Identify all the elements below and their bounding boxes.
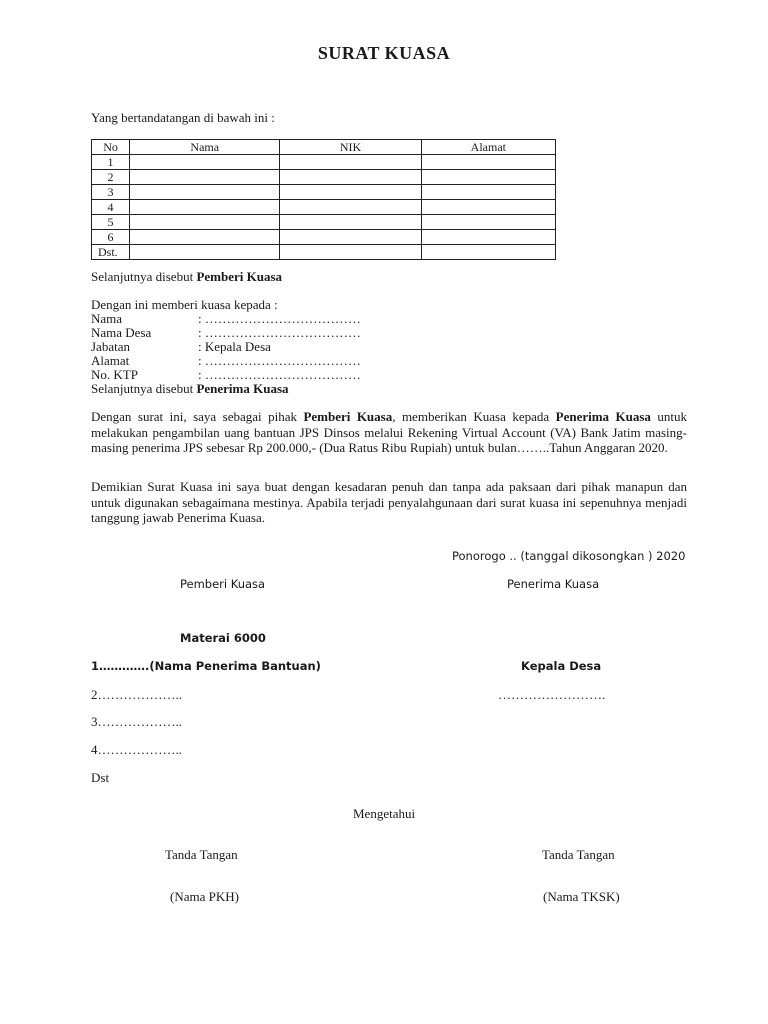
para1-bold-pemberi: Pemberi Kuasa [303,409,393,424]
signer-3: 3……………….. [91,714,182,729]
penerima-kuasa-line [91,381,289,397]
place-date: Ponorogo .. (tanggal dikosongkan ) 2020 [452,549,686,563]
field-label-jabatan: Jabatan [91,339,130,354]
nama-cell [130,200,280,215]
field-value-nama-desa: : ……………………………… [198,325,361,340]
row-number: 2 [92,170,130,185]
field-label-no-ktp: No. KTP [91,367,138,382]
kepala-desa-heading: Kepala Desa [521,659,602,673]
field-value-no-ktp: : ……………………………… [198,367,361,382]
table-row [92,200,556,215]
authorization-paragraph [91,409,687,456]
pemberi-kuasa-line [91,269,282,285]
alamat-cell [421,200,555,215]
table-row [92,245,556,260]
nik-cell [280,170,421,185]
penerima-kuasa-heading: Penerima Kuasa [507,577,600,591]
field-value-jabatan: : Kepala Desa [198,339,271,354]
nama-pkh: (Nama PKH) [170,889,239,904]
mengetahui-label: Mengetahui [353,806,416,821]
field-label-nama-desa: Nama Desa [91,325,152,340]
nama-tksk: (Nama TKSK) [543,889,620,904]
intro-text: Yang bertandatangan di bawah ini : [91,110,275,125]
nama-cell [130,215,280,230]
nama-cell [130,155,280,170]
kepala-desa-signature-line: ……………………. [498,687,606,702]
closing-paragraph: Demikian Surat Kuasa ini saya buat dengan kesadaran penuh dan tanpa ada paksaan dari pihak manapun dan untuk digunakan sebagaimana mestinya. Apabila terjadi penyalahgunaan dari surat kuasa ini sepenuhnya menjadi tanggung jawab Penerima Kuasa. [91,479,687,525]
row-number: 6 [92,230,130,245]
column-header-no: No [92,140,130,155]
para1-text-3: untuk melakukan pengambilan uang bantuan JPS Dinsos melalui Rekening Virtual Account (VA) Bank Jatim masing-masing penerima JPS sebesar Rp 200.000,- (Dua Ratus Ribu Rupiah) untuk bulan……..Tahun Anggaran 2020. [91,409,687,455]
alamat-cell [421,170,555,185]
table-row [92,185,556,200]
table-row [92,155,556,170]
field-label-nama: Nama [91,311,123,326]
kuasa-intro: Dengan ini memberi kuasa kepada : [91,297,278,312]
nik-cell [280,155,421,170]
pemberi-kuasa-heading: Pemberi Kuasa [180,577,266,591]
field-value-alamat: : ……………………………… [198,353,361,368]
tanda-tangan-right: Tanda Tangan [542,847,615,862]
nama-cell [130,185,280,200]
alamat-cell [421,155,555,170]
nik-cell [280,185,421,200]
pemberi-prefix: Selanjutnya disebut [91,269,197,284]
table-row [92,230,556,245]
table-row [92,170,556,185]
signer-1: 1………….(Nama Penerima Bantuan) [91,659,321,673]
nik-cell [280,215,421,230]
nama-cell [130,245,280,260]
para1-bold-penerima: Penerima Kuasa [555,409,651,424]
document-title: SURAT KUASA [317,43,451,63]
row-number: 3 [92,185,130,200]
alamat-cell [421,230,555,245]
row-number: Dst. [92,245,130,260]
materai-label: Materai 6000 [180,631,266,645]
penerima-kuasa-label: Penerima Kuasa [196,381,289,396]
row-number: 4 [92,200,130,215]
nik-cell [280,245,421,260]
field-value-nama: : ……………………………… [198,311,361,326]
para1-text-1: Dengan surat ini, saya sebagai pihak [91,409,304,424]
column-header-alamat: Alamat [421,140,555,155]
nik-cell [280,200,421,215]
para1-text-2: , memberikan Kuasa kepada [392,409,556,424]
nama-cell [130,230,280,245]
alamat-cell [421,245,555,260]
signatory-table [91,139,556,260]
column-header-nama: Nama [130,140,280,155]
nik-cell [280,230,421,245]
row-number: 1 [92,155,130,170]
alamat-cell [421,215,555,230]
signer-2: 2……………….. [91,687,182,702]
row-number: 5 [92,215,130,230]
table-row [92,215,556,230]
nama-cell [130,170,280,185]
field-label-alamat: Alamat [91,353,130,368]
table-header-row [92,140,556,155]
column-header-nik: NIK [280,140,421,155]
pemberi-kuasa-label: Pemberi Kuasa [196,269,283,284]
alamat-cell [421,185,555,200]
signer-4: 4……………….. [91,742,182,757]
penerima-prefix: Selanjutnya disebut [91,381,197,396]
signer-dst: Dst [91,770,110,785]
tanda-tangan-left: Tanda Tangan [165,847,238,862]
